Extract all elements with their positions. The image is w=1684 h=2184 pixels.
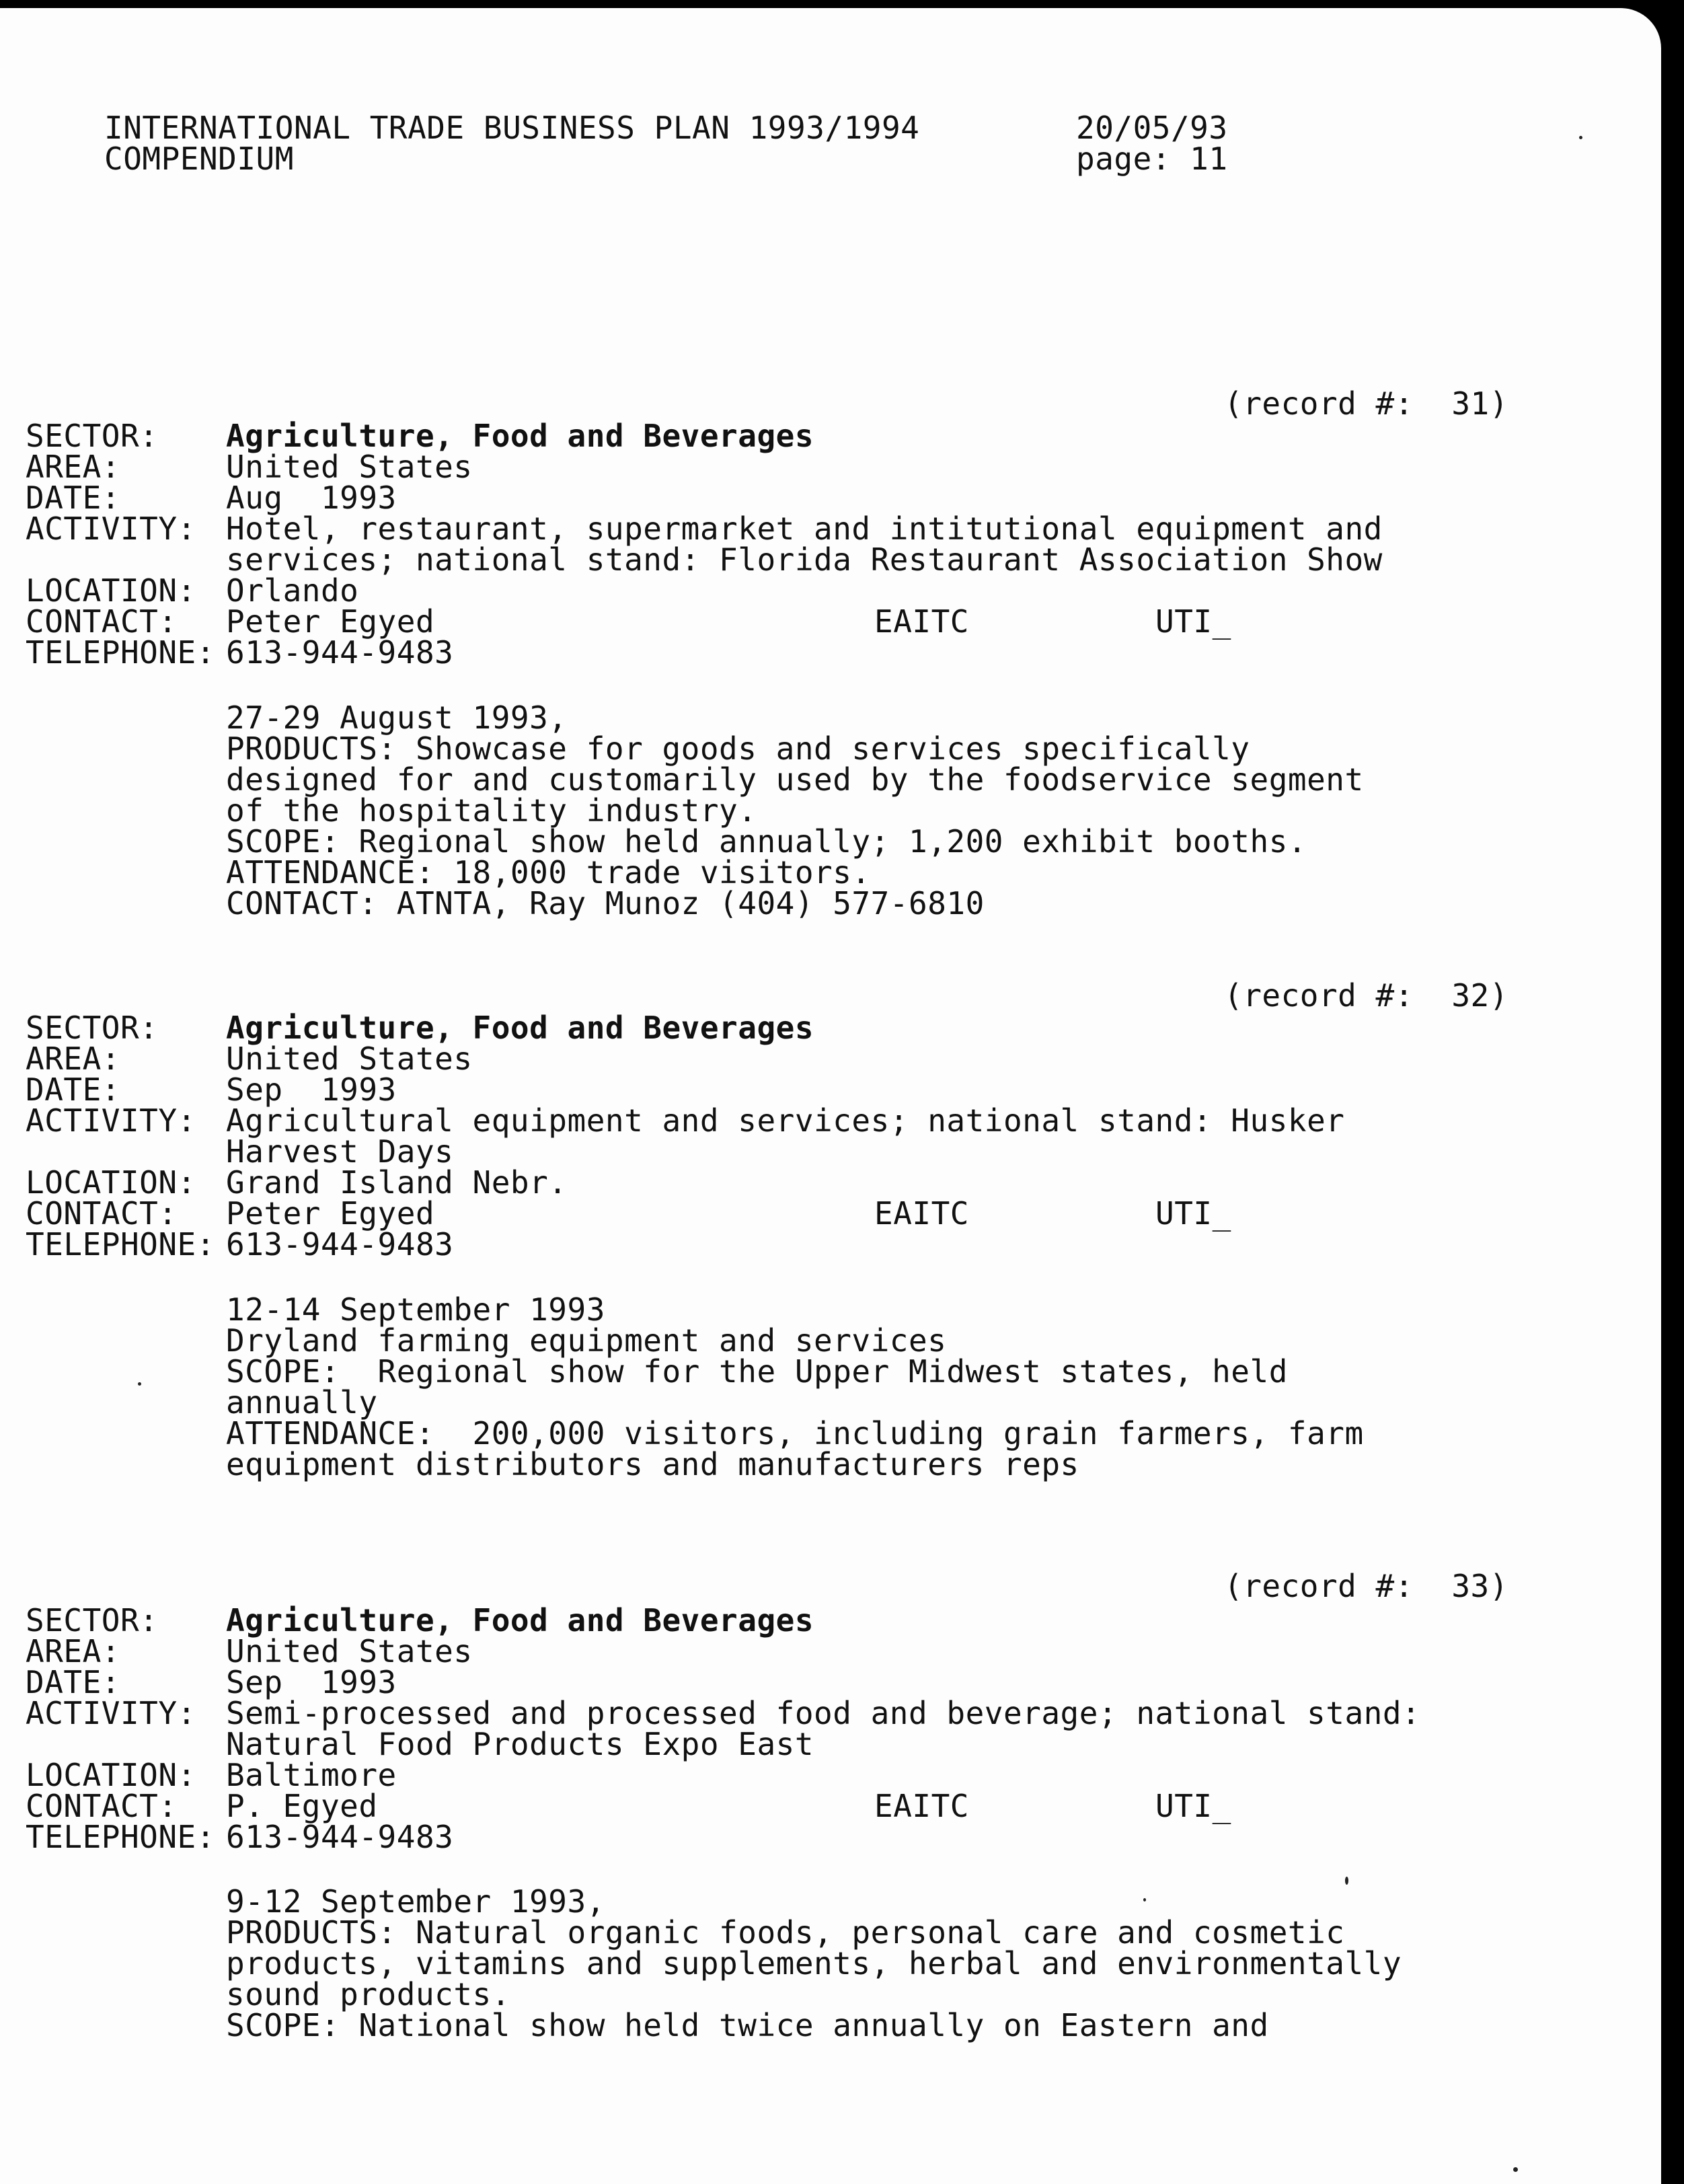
sector-value: Agriculture, Food and Beverages — [226, 1602, 814, 1639]
note-line: CONTACT: ATNTA, Ray Munoz (404) 577-6810 — [226, 885, 985, 921]
code-value: UTI_ — [1155, 603, 1231, 640]
activity-line-2: services; national stand: Florida Restaurant Association Show — [226, 541, 1383, 578]
contact-label: CONTACT: — [26, 1195, 178, 1232]
location-value: Baltimore — [226, 1757, 397, 1793]
note-line: products, vitamins and supplements, herbal and environmentally — [226, 1945, 1402, 1982]
date-label: DATE: — [26, 480, 120, 516]
record-number: (record #: 32) — [1224, 977, 1508, 1014]
activity-line-1: Semi-processed and processed food and beverage; national stand: — [226, 1695, 1421, 1731]
document-page — [0, 8, 1661, 2184]
area-value: United States — [226, 1633, 473, 1669]
location-value: Grand Island Nebr. — [226, 1164, 568, 1201]
document-title: INTERNATIONAL TRADE BUSINESS PLAN 1993/1994 — [104, 110, 920, 146]
location-label: LOCATION: — [26, 1757, 196, 1793]
code-value: UTI_ — [1155, 1788, 1231, 1824]
date-value: Sep 1993 — [226, 1071, 397, 1108]
division-value: EAITC — [874, 1195, 969, 1232]
activity-line-2: Harvest Days — [226, 1133, 454, 1170]
note-line: sound products. — [226, 1976, 510, 2012]
area-label: AREA: — [26, 1041, 120, 1077]
document-subtitle: COMPENDIUM — [104, 141, 294, 177]
area-value: United States — [226, 449, 473, 485]
activity-label: ACTIVITY: — [26, 1695, 196, 1731]
date-value: Aug 1993 — [226, 480, 397, 516]
activity-line-1: Agricultural equipment and services; national stand: Husker — [226, 1102, 1345, 1139]
note-line: Dryland farming equipment and services — [226, 1322, 947, 1359]
division-value: EAITC — [874, 603, 969, 640]
activity-line-1: Hotel, restaurant, supermarket and intitutional equipment and — [226, 511, 1383, 547]
sector-value: Agriculture, Food and Beverages — [226, 418, 814, 454]
date-label: DATE: — [26, 1664, 120, 1700]
contact-value: Peter Egyed — [226, 1195, 435, 1232]
page-number: page: 11 — [1076, 141, 1228, 177]
note-line: SCOPE: Regional show held annually; 1,200 exhibit booths. — [226, 823, 1307, 860]
contact-value: P. Egyed — [226, 1788, 378, 1824]
scan-speck — [1345, 1877, 1348, 1885]
note-line: SCOPE: Regional show for the Upper Midwest states, held — [226, 1353, 1288, 1390]
location-value: Orlando — [226, 572, 359, 609]
note-line: 27-29 August 1993, — [226, 700, 568, 736]
note-line: designed for and customarily used by the foodservice segment — [226, 761, 1364, 798]
note-line: ATTENDANCE: 200,000 visitors, including grain farmers, farm — [226, 1415, 1364, 1452]
date-label: DATE: — [26, 1071, 120, 1108]
record-number: (record #: 33) — [1224, 1568, 1508, 1604]
contact-value: Peter Egyed — [226, 603, 435, 640]
sector-label: SECTOR: — [26, 418, 159, 454]
note-line: PRODUCTS: Showcase for goods and services specifically — [226, 730, 1250, 767]
telephone-label: TELEPHONE: — [26, 1226, 215, 1263]
record-number: (record #: 31) — [1224, 385, 1508, 422]
telephone-value: 613-944-9483 — [226, 1226, 454, 1263]
location-label: LOCATION: — [26, 1164, 196, 1201]
activity-line-2: Natural Food Products Expo East — [226, 1726, 814, 1762]
location-label: LOCATION: — [26, 572, 196, 609]
area-label: AREA: — [26, 1633, 120, 1669]
note-line: annually — [226, 1384, 378, 1421]
area-label: AREA: — [26, 449, 120, 485]
contact-label: CONTACT: — [26, 603, 178, 640]
telephone-value: 613-944-9483 — [226, 634, 454, 671]
activity-label: ACTIVITY: — [26, 511, 196, 547]
scan-speck — [1579, 136, 1582, 139]
code-value: UTI_ — [1155, 1195, 1231, 1232]
scan-speck — [1143, 1898, 1146, 1901]
scan-speck — [138, 1382, 141, 1386]
note-line: 9-12 September 1993, — [226, 1883, 605, 1920]
document-date: 20/05/93 — [1076, 110, 1228, 146]
sector-label: SECTOR: — [26, 1602, 159, 1639]
note-line: PRODUCTS: Natural organic foods, personal care and cosmetic — [226, 1914, 1345, 1951]
note-line: equipment distributors and manufacturers reps — [226, 1446, 1079, 1482]
date-value: Sep 1993 — [226, 1664, 397, 1700]
area-value: United States — [226, 1041, 473, 1077]
contact-label: CONTACT: — [26, 1788, 178, 1824]
telephone-label: TELEPHONE: — [26, 634, 215, 671]
note-line: SCOPE: National show held twice annually on Eastern and — [226, 2007, 1269, 2043]
activity-label: ACTIVITY: — [26, 1102, 196, 1139]
note-line: ATTENDANCE: 18,000 trade visitors. — [226, 854, 871, 891]
note-line: 12-14 September 1993 — [226, 1291, 605, 1328]
telephone-value: 613-944-9483 — [226, 1819, 454, 1855]
telephone-label: TELEPHONE: — [26, 1819, 215, 1855]
note-line: of the hospitality industry. — [226, 792, 757, 829]
sector-value: Agriculture, Food and Beverages — [226, 1010, 814, 1046]
sector-label: SECTOR: — [26, 1010, 159, 1046]
scan-speck — [1513, 2167, 1518, 2172]
division-value: EAITC — [874, 1788, 969, 1824]
